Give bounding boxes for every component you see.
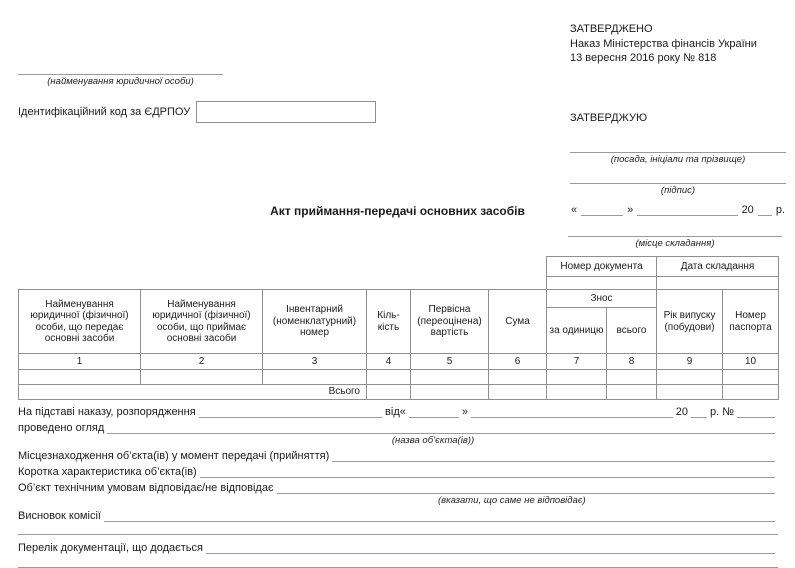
header-year: Рік випуску (побудови) (657, 290, 723, 354)
quote-open: « (571, 204, 578, 216)
order-day-blank[interactable] (409, 405, 459, 418)
place-blank[interactable] (568, 224, 782, 237)
column-number: 6 (489, 354, 547, 370)
place-block (568, 224, 782, 249)
data-cell[interactable] (19, 370, 141, 385)
conclusion-extra-blank[interactable] (18, 534, 778, 535)
approver-position-blank[interactable] (570, 140, 786, 153)
column-number: 9 (657, 354, 723, 370)
order-row (18, 405, 778, 418)
object-name-caption: (назва об’єкта(ів)) (391, 435, 475, 446)
column-number: 5 (411, 354, 489, 370)
location-label: Місцезнаходження об’єкта(ів) у момент передачі (прийняття) (18, 450, 330, 462)
approver-signature-blank[interactable] (570, 171, 786, 184)
characteristics-blank[interactable] (200, 465, 775, 478)
quote-close: » (627, 204, 634, 216)
data-cell[interactable] (723, 370, 779, 385)
header-receiver: Найменування юридичної (фізичної) особи, що приймає основні засоби (141, 290, 263, 354)
data-cell[interactable] (411, 370, 489, 385)
total-cell[interactable] (657, 385, 723, 400)
order-name-blank[interactable] (199, 405, 382, 418)
organization-name-caption: (найменування юридичної особи) (47, 76, 194, 87)
total-cell[interactable] (547, 385, 607, 400)
tech-caption: (вказати, що саме не відповідає) (438, 495, 586, 506)
header-quantity: Кіль-кість (367, 290, 411, 354)
inspection-label: проведено огляд (18, 422, 105, 434)
data-cell[interactable] (367, 370, 411, 385)
organization-name-blank[interactable] (18, 62, 223, 75)
total-cell[interactable] (411, 385, 489, 400)
total-cell[interactable] (607, 385, 657, 400)
inspection-row (18, 421, 778, 434)
bottom-section (18, 402, 778, 568)
header-total: всього (607, 308, 657, 354)
edrpou-input[interactable] (196, 101, 376, 123)
characteristics-row (18, 465, 778, 478)
approver-signature-caption: (підпис) (660, 185, 696, 196)
header-per-unit: за одиницю (547, 308, 607, 354)
page-title: Акт приймання-передачі основних засобів (270, 204, 525, 218)
assets-table (18, 256, 778, 400)
tech-conditions-label: Об’єкт технічним умовам відповідає/не відповідає (18, 482, 274, 494)
approved-stamp-title: ЗАТВЕРДЖЕНО (570, 23, 653, 35)
organization-block (18, 62, 388, 123)
data-cell[interactable] (141, 370, 263, 385)
location-blank[interactable] (332, 449, 775, 462)
order-year-blank[interactable] (691, 405, 707, 418)
conclusion-label: Висновок комісії (18, 510, 101, 522)
place-caption: (місце складання) (635, 238, 715, 249)
table-top-spacer (19, 257, 547, 290)
header-passport: Номер паспорта (723, 290, 779, 354)
column-number: 1 (19, 354, 141, 370)
tech-conditions-row (18, 481, 778, 494)
approve-title: ЗАТВЕРДЖУЮ (570, 112, 648, 124)
doc-number-header: Номер документа (547, 257, 657, 277)
order-month-blank[interactable] (471, 405, 673, 418)
total-cell[interactable] (723, 385, 779, 400)
column-number: 10 (723, 354, 779, 370)
column-number: 3 (263, 354, 367, 370)
tech-conditions-blank[interactable] (277, 481, 775, 494)
total-cell[interactable] (367, 385, 411, 400)
based-on-label: На підставі наказу, розпорядження (18, 406, 196, 418)
header-depreciation: Знос (547, 290, 657, 308)
order-number-blank[interactable] (737, 405, 775, 418)
data-cell[interactable] (547, 370, 607, 385)
column-number: 8 (607, 354, 657, 370)
approver-position-caption: (посада, ініціали та прізвище) (610, 154, 746, 165)
inspection-blank[interactable] (107, 421, 775, 434)
edrpou-label: Ідентифікаційний код за ЄДРПОУ (18, 106, 191, 118)
doc-number-value-cell[interactable] (547, 277, 657, 290)
approve-year-suffix: р. (775, 204, 785, 216)
quote-open: « (399, 406, 406, 418)
header-sum: Сума (489, 290, 547, 354)
header-initial-value: Первісна (переоцінена) вартість (411, 290, 489, 354)
column-number: 4 (367, 354, 411, 370)
total-row-label: Всього (19, 385, 367, 400)
approved-stamp (570, 22, 757, 66)
approve-year-prefix: 20 (741, 204, 754, 216)
order-number-label: р. № (709, 406, 734, 418)
data-cell[interactable] (263, 370, 367, 385)
data-cell[interactable] (657, 370, 723, 385)
column-number: 2 (141, 354, 263, 370)
total-cell[interactable] (489, 385, 547, 400)
header-sender: Найменування юридичної (фізичної) особи, що передає основні засоби (19, 290, 141, 354)
documentation-label: Перелік документації, що додається (18, 542, 203, 554)
order-year-prefix: 20 (675, 406, 688, 418)
approve-block (570, 112, 786, 216)
data-cell[interactable] (489, 370, 547, 385)
doc-date-header: Дата складання (657, 257, 779, 277)
column-number: 7 (547, 354, 607, 370)
approved-stamp-date: 13 вересня 2016 року № 818 (570, 52, 717, 64)
header-inventory-number: Інвентарний (номенклатурний) номер (263, 290, 367, 354)
quote-close: » (461, 406, 469, 418)
approved-stamp-order: Наказ Міністерства фінансів України (570, 37, 757, 50)
vid-label: від (385, 406, 400, 418)
conclusion-row (18, 509, 778, 522)
characteristics-label: Коротка характеристика об’єкта(ів) (18, 466, 197, 478)
location-row (18, 449, 778, 462)
data-cell[interactable] (607, 370, 657, 385)
conclusion-blank[interactable] (104, 509, 775, 522)
doc-date-value-cell[interactable] (657, 277, 779, 290)
